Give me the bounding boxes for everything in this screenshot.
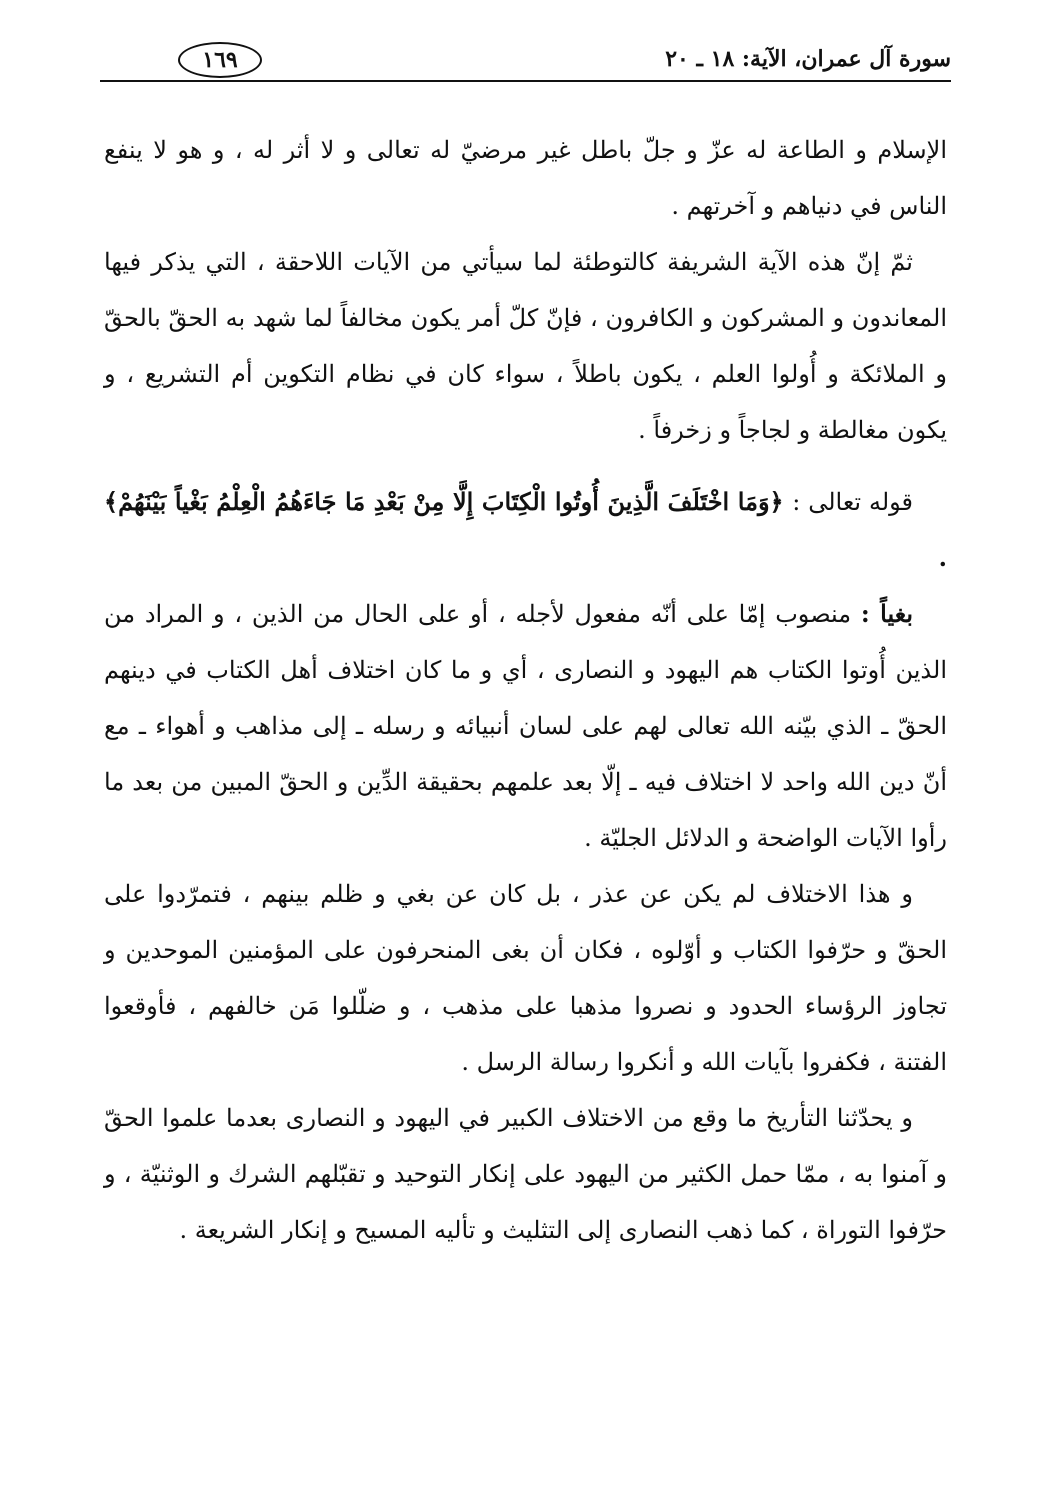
page-body [104,122,947,1258]
term-baghyan: بغياً : [860,599,913,628]
verse-text: ﴿وَمَا اخْتَلَفَ الَّذِينَ أُوتُوا الْكِتَابَ إِلَّا مِنْ بَعْدِ مَا جَاءَهُمُ الْعِلْمُ بَغْياً بَيْنَهُمْ﴾ . [104,487,947,572]
verse-paragraph [104,474,947,586]
header-title: سورة آل عمران، الآية: ١٨ ـ ٢٠ [665,46,951,72]
paragraph-2: ثمّ إنّ هذه الآية الشريفة كالتوطئة لما سيأتي من الآيات اللاحقة ، التي يذكر فيها المعاندون و المشركون و الكافرون ، فإنّ كلّ أمر يكون مخالفاً لما شهد به الحقّ بالحقّ و الملائكة و أُولوا العلم ، يكون باطلاً ، سواء كان في نظام التكوين أم التشريع ، و يكون مغالطة و لجاجاً و زخرفاً . [104,248,947,444]
header-rule [100,80,951,82]
paragraph-4: و هذا الاختلاف لم يكن عن عذر ، بل كان عن بغي و ظلم بينهم ، فتمرّدوا على الحقّ و حرّفوا الكتاب و أوّلوه ، فكان أن بغى المنحرفون على المؤمنين الموحدين و تجاوز الرؤساء الحدود و نصروا مذهبا على مذهب ، و ضلّلوا مَن خالفهم ، فأوقعوا الفتنة ، فكفروا بآيات الله و أنكروا رسالة الرسل . [104,880,947,1076]
page-header [100,40,951,84]
page-number: ١٦٩ [178,42,262,78]
paragraph-3-text: منصوب إمّا على أنّه مفعول لأجله ، أو على الحال من الذين ، و المراد من الذين أُوتوا الكتاب هم اليهود و النصارى ، أي و ما كان اختلاف أهل الكتاب في دينهم الحقّ ـ الذي بيّنه الله تعالى لهم على لسان أنبيائه و رسله ـ إلى مذاهب و أهواء ـ مع أنّ دين الله واحد لا اختلاف فيه ـ إلّا بعد علمهم بحقيقة الدِّين و الحقّ المبين من بعد ما رأوا الآيات الواضحة و الدلائل الجليّة . [104,600,947,852]
paragraph-1: الإسلام و الطاعة له عزّ و جلّ باطل غير مرضيّ له تعالى و لا أثر له ، و هو لا ينفع الناس في دنياهم و آخرتهم . [104,136,947,220]
verse-lead: قوله تعالى : [792,488,914,516]
paragraph-3 [104,586,947,866]
paragraph-5: و يحدّثنا التأريخ ما وقع من الاختلاف الكبير في اليهود و النصارى بعدما علموا الحقّ و آمنوا به ، ممّا حمل الكثير من اليهود على إنكار التوحيد و تقبّلهم الشرك و الوثنيّة ، و حرّفوا التوراة ، كما ذهب النصارى إلى التثليث و تأليه المسيح و إنكار الشريعة . [104,1104,947,1244]
